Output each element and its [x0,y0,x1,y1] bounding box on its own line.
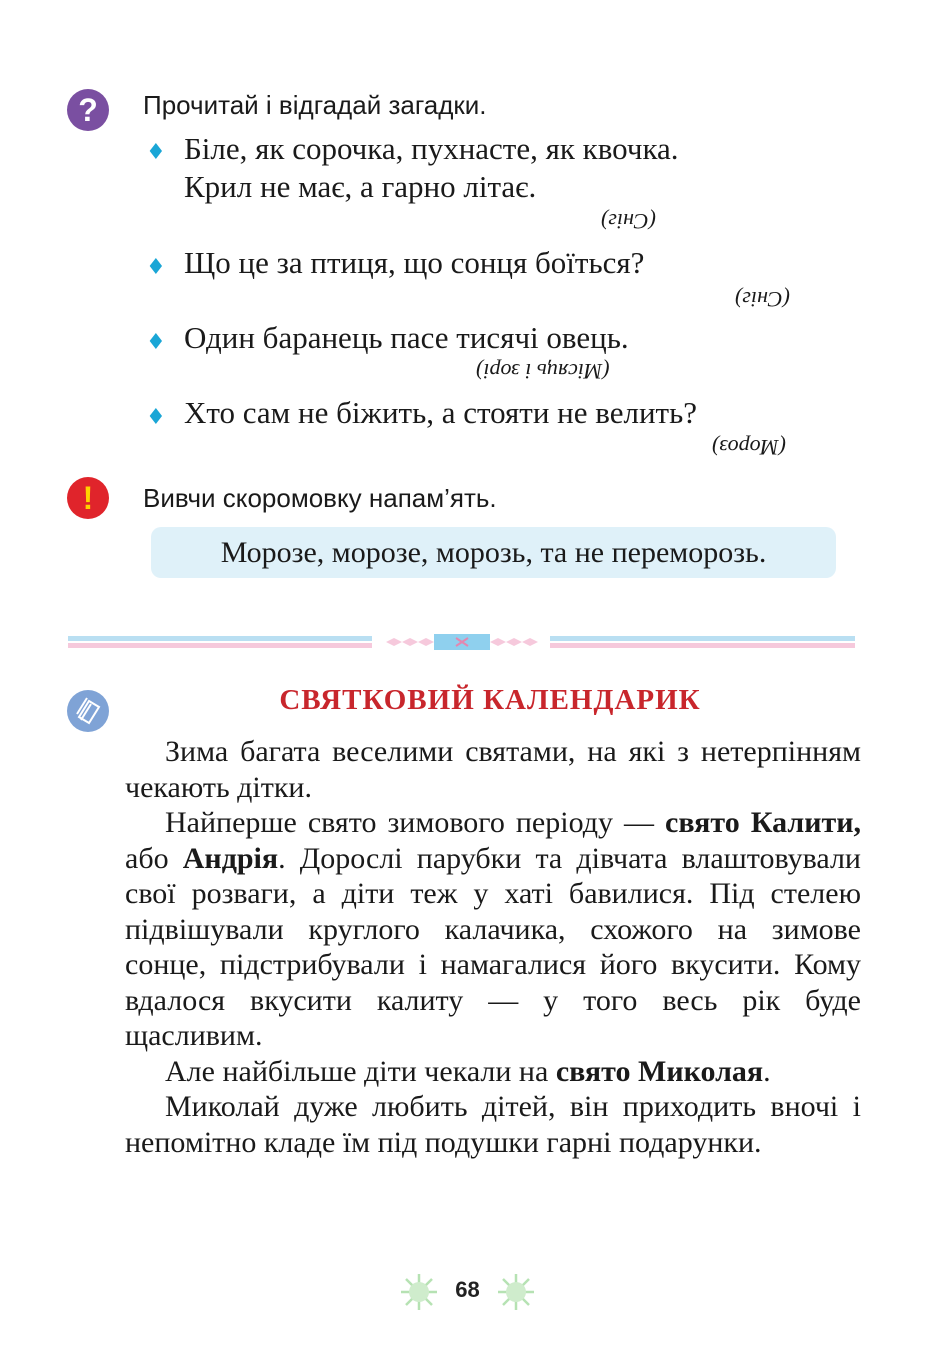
riddle-2-answer: (Сніг) [735,287,790,312]
paragraph-3: Але найбільше діти чекали на свято Миколая. [165,1054,771,1088]
calendar-body [125,734,861,1160]
paragraph-1: Зима багата веселими святами, на які з нетерпінням чекають дітки. [125,735,861,804]
exclamation-icon: ! [67,477,109,519]
riddle-1-answer: (Сніг) [601,209,656,234]
tongue-twister-instruction: Вивчи скоромовку напам’ять. [143,483,497,513]
bullet-icon: ♦ [146,405,166,430]
bullet-icon: ♦ [146,255,166,280]
paragraph-4: Миколай дуже любить дітей, він приходить вночі і непомітно кладе їм під подушки гарні подарунки. [125,1090,861,1159]
riddles-instruction: Прочитай і відгадай загадки. [143,90,487,120]
question-icon: ? [67,89,109,131]
divider-ornament [384,632,540,652]
riddle-3-answer: (Місяць і зорі) [476,359,610,384]
tongue-twister-box: Морозе, морозе, морозь, та не переморозь. [151,527,836,578]
page-number: 68 [455,1277,480,1302]
book-icon [67,690,109,732]
divider-line-right [550,636,855,648]
riddle-3-line-1: Один баранець пасе тисячі овець. [184,320,629,355]
riddle-2-line-1: Що це за птиця, що сонця боїться? [184,245,645,280]
section-title: СВЯТКОВИЙ КАЛЕНДАРИК [279,684,701,716]
divider-line-left [68,636,372,648]
snowflake-ornament-icon [496,1272,536,1312]
paragraph-2: Найперше свято зимового періоду — свято Калити, або Андрія. Дорослі парубки та дівчата влаштовували свої розваги, а діти теж у хаті бавилися. Під стелею підвішували круглого калачика, схожого на зимове сонце, підстрибували і намагалися його вкусити. Кому вдалося вкусити калиту — у того весь рік буде щасливим. [125,806,862,1052]
riddle-4-answer: (Мороз) [712,435,786,460]
riddle-4-line-1: Хто сам не біжить, а стояти не велить? [184,395,697,430]
bullet-icon: ♦ [146,140,166,165]
riddle-1-line-2: Крил не має, а гарно літає. [184,169,537,204]
bullet-icon: ♦ [146,330,166,355]
riddle-1-line-1: Біле, як сорочка, пухнасте, як квочка. [184,131,679,166]
